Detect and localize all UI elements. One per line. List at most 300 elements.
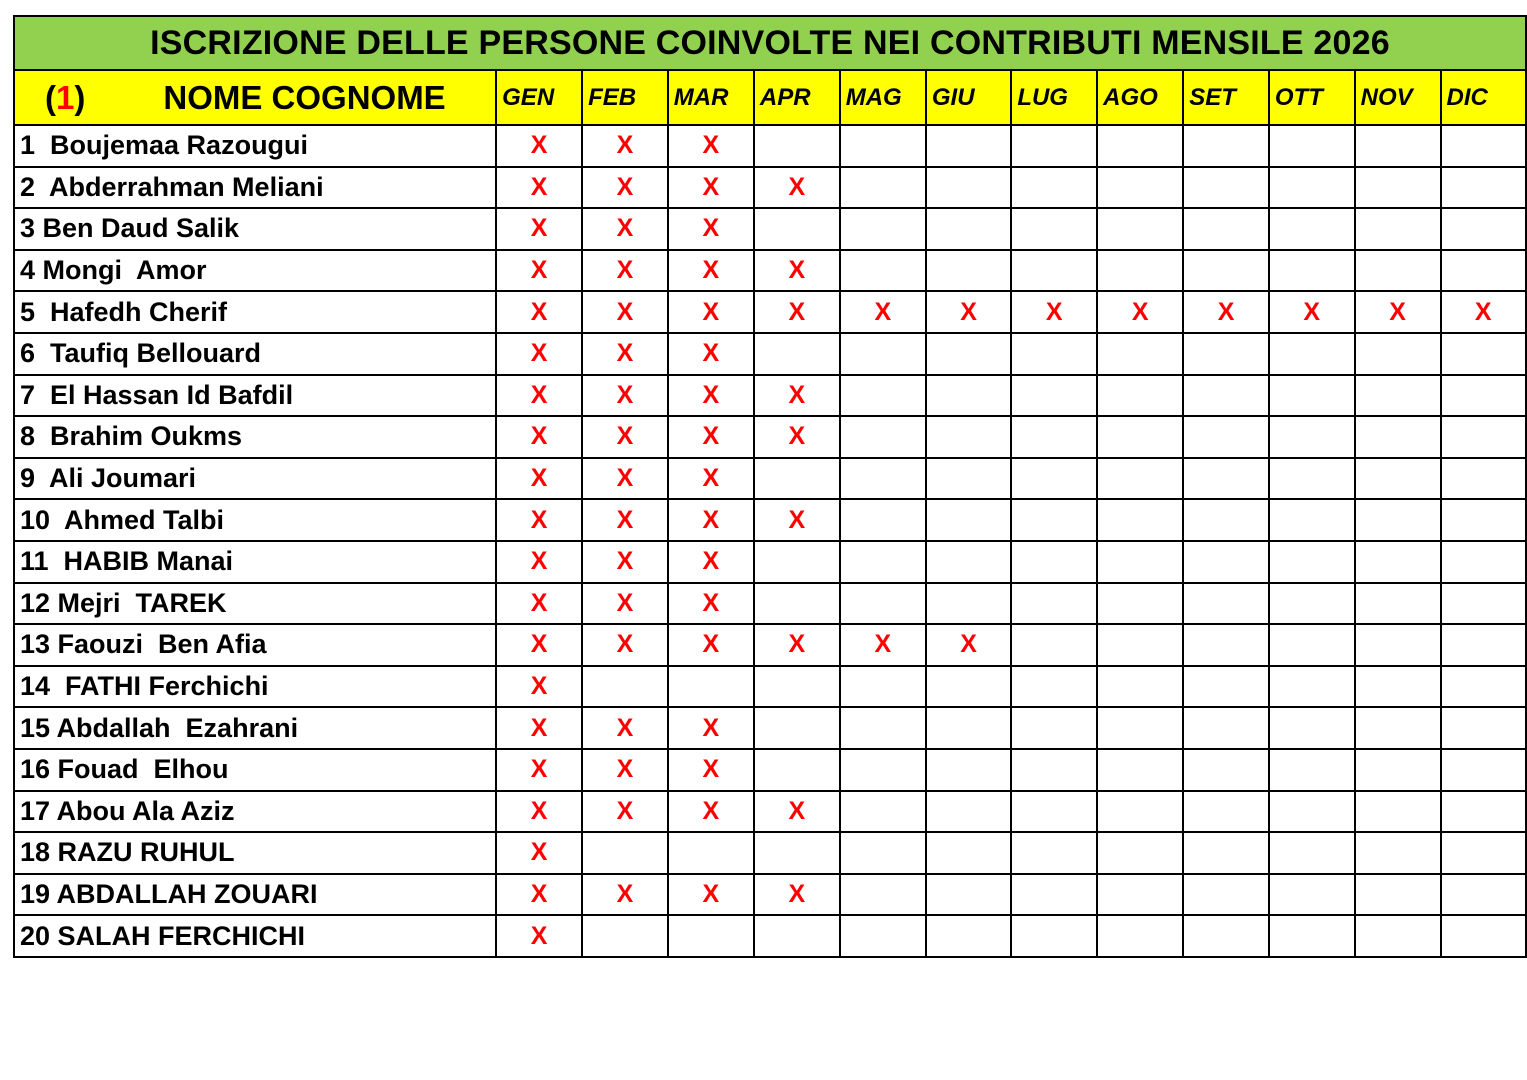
empty-cell [840,167,926,209]
empty-cell [1097,583,1183,625]
paid-mark: X [754,375,840,417]
paid-mark: X [582,624,668,666]
empty-cell [1269,458,1355,500]
empty-cell [1269,125,1355,167]
empty-cell [668,915,754,957]
paid-mark: X [496,375,582,417]
empty-cell [1269,749,1355,791]
paid-mark: X [1441,291,1526,333]
table-row [14,832,1526,874]
table-row [14,583,1526,625]
empty-cell [668,666,754,708]
empty-cell [1441,624,1526,666]
paid-mark: X [668,791,754,833]
empty-cell [1269,624,1355,666]
empty-cell [1183,250,1269,292]
paid-mark: X [668,375,754,417]
member-name: 16 Fouad Elhou [14,749,496,791]
paid-mark: X [1183,291,1269,333]
paid-mark: X [926,291,1011,333]
paid-mark: X [754,499,840,541]
paid-mark: X [668,624,754,666]
member-name: 12 Mejri TAREK [14,583,496,625]
member-name: 19 ABDALLAH ZOUARI [14,874,496,916]
table-row [14,707,1526,749]
paid-mark: X [496,458,582,500]
empty-cell [1097,250,1183,292]
member-name: 14 FATHI Ferchichi [14,666,496,708]
paid-mark: X [496,666,582,708]
empty-cell [1441,832,1526,874]
paid-mark: X [840,291,926,333]
empty-cell [1441,375,1526,417]
empty-cell [1355,167,1441,209]
empty-cell [754,208,840,250]
header-label: NOME COGNOME [163,78,446,116]
table-row [14,874,1526,916]
empty-cell [1011,915,1097,957]
empty-cell [1011,499,1097,541]
empty-cell [1097,375,1183,417]
empty-cell [1355,583,1441,625]
month-header-set: SET [1183,70,1269,125]
member-name: 17 Abou Ala Aziz [14,791,496,833]
empty-cell [1097,915,1183,957]
paid-mark: X [496,583,582,625]
table-row [14,541,1526,583]
empty-cell [1011,791,1097,833]
paid-mark: X [582,333,668,375]
empty-cell [1183,749,1269,791]
empty-cell [1183,458,1269,500]
empty-cell [1441,874,1526,916]
empty-cell [840,832,926,874]
empty-cell [926,208,1011,250]
empty-cell [1441,583,1526,625]
paid-mark: X [754,874,840,916]
empty-cell [840,749,926,791]
month-header-mar: MAR [668,70,754,125]
member-name: 6 Taufiq Bellouard [14,333,496,375]
empty-cell [582,915,668,957]
member-name: 20 SALAH FERCHICHI [14,915,496,957]
month-header-apr: APR [754,70,840,125]
empty-cell [754,707,840,749]
paid-mark: X [582,375,668,417]
paid-mark: X [496,291,582,333]
paid-mark: X [496,167,582,209]
empty-cell [1183,666,1269,708]
empty-cell [840,541,926,583]
empty-cell [1355,208,1441,250]
empty-cell [926,416,1011,458]
paid-mark: X [496,624,582,666]
table-row [14,125,1526,167]
table-row [14,915,1526,957]
month-header-ago: AGO [1097,70,1183,125]
empty-cell [1011,749,1097,791]
paid-mark: X [496,416,582,458]
paid-mark: X [668,499,754,541]
paid-mark: X [582,874,668,916]
month-header-feb: FEB [582,70,668,125]
paid-mark: X [668,333,754,375]
empty-cell [1011,125,1097,167]
title-row [14,16,1526,70]
empty-cell [1097,416,1183,458]
paid-mark: X [496,250,582,292]
empty-cell [926,666,1011,708]
empty-cell [1441,125,1526,167]
empty-cell [1097,333,1183,375]
empty-cell [926,250,1011,292]
empty-cell [1269,666,1355,708]
empty-cell [840,333,926,375]
empty-cell [1011,874,1097,916]
paid-mark: X [668,416,754,458]
empty-cell [1011,458,1097,500]
empty-cell [840,125,926,167]
header-paren-open: ( [45,78,56,116]
paid-mark: X [496,874,582,916]
paid-mark: X [668,125,754,167]
empty-cell [668,832,754,874]
empty-cell [926,167,1011,209]
empty-cell [582,832,668,874]
empty-cell [926,125,1011,167]
paid-mark: X [668,250,754,292]
empty-cell [840,874,926,916]
paid-mark: X [1097,291,1183,333]
member-name: 18 RAZU RUHUL [14,832,496,874]
paid-mark: X [668,291,754,333]
empty-cell [1441,666,1526,708]
empty-cell [1183,915,1269,957]
header-number: 1 [56,78,75,116]
empty-cell [1011,624,1097,666]
paid-mark: X [1011,291,1097,333]
empty-cell [840,250,926,292]
month-header-giu: GIU [926,70,1011,125]
paid-mark: X [840,624,926,666]
paid-mark: X [668,208,754,250]
table-row [14,291,1526,333]
empty-cell [1097,707,1183,749]
paid-mark: X [668,583,754,625]
paid-mark: X [668,749,754,791]
table-row [14,791,1526,833]
empty-cell [1183,333,1269,375]
empty-cell [1011,541,1097,583]
empty-cell [1269,250,1355,292]
empty-cell [926,874,1011,916]
paid-mark: X [496,749,582,791]
empty-cell [1441,416,1526,458]
paid-mark: X [668,874,754,916]
contributions-table [13,15,1527,958]
empty-cell [840,583,926,625]
empty-cell [1355,624,1441,666]
empty-cell [1011,666,1097,708]
empty-cell [1441,915,1526,957]
table-row [14,458,1526,500]
empty-cell [926,541,1011,583]
empty-cell [1269,208,1355,250]
empty-cell [1441,458,1526,500]
empty-cell [1011,583,1097,625]
empty-cell [1441,250,1526,292]
empty-cell [754,583,840,625]
empty-cell [1183,832,1269,874]
paid-mark: X [496,707,582,749]
empty-cell [1355,666,1441,708]
empty-cell [1097,125,1183,167]
paid-mark: X [754,624,840,666]
empty-cell [840,208,926,250]
empty-cell [926,375,1011,417]
table-row [14,499,1526,541]
table-row [14,416,1526,458]
empty-cell [840,458,926,500]
table-row [14,167,1526,209]
empty-cell [840,499,926,541]
sheet-title: ISCRIZIONE DELLE PERSONE COINVOLTE NEI CONTRIBUTI MENSILE 2026 [14,16,1526,70]
empty-cell [926,707,1011,749]
month-header-mag: MAG [840,70,926,125]
paid-mark: X [496,541,582,583]
empty-cell [840,791,926,833]
empty-cell [1355,125,1441,167]
empty-cell [754,832,840,874]
empty-cell [754,125,840,167]
paid-mark: X [668,458,754,500]
empty-cell [1011,416,1097,458]
empty-cell [1011,208,1097,250]
paid-mark: X [582,707,668,749]
empty-cell [926,832,1011,874]
month-header-lug: LUG [1011,70,1097,125]
empty-cell [1097,541,1183,583]
empty-cell [1097,832,1183,874]
empty-cell [840,707,926,749]
empty-cell [1183,707,1269,749]
empty-cell [1097,749,1183,791]
empty-cell [926,749,1011,791]
empty-cell [1269,167,1355,209]
paid-mark: X [496,125,582,167]
empty-cell [1183,416,1269,458]
paid-mark: X [582,208,668,250]
empty-cell [1441,791,1526,833]
empty-cell [754,333,840,375]
empty-cell [1355,375,1441,417]
empty-cell [1097,208,1183,250]
member-name: 1 Boujemaa Razougui [14,125,496,167]
name-column-header [14,70,496,125]
empty-cell [926,458,1011,500]
paid-mark: X [582,499,668,541]
paid-mark: X [754,416,840,458]
empty-cell [1011,167,1097,209]
empty-cell [1355,416,1441,458]
empty-cell [1355,333,1441,375]
paid-mark: X [582,291,668,333]
empty-cell [840,416,926,458]
empty-cell [1269,499,1355,541]
month-header-gen: GEN [496,70,582,125]
paid-mark: X [668,541,754,583]
empty-cell [840,915,926,957]
paid-mark: X [496,791,582,833]
empty-cell [1441,208,1526,250]
paid-mark: X [582,458,668,500]
paid-mark: X [582,167,668,209]
empty-cell [1269,333,1355,375]
member-name: 9 Ali Joumari [14,458,496,500]
month-header-nov: NOV [1355,70,1441,125]
paid-mark: X [496,499,582,541]
member-name: 7 El Hassan Id Bafdil [14,375,496,417]
header-paren-close: ) [74,78,86,116]
table-row [14,250,1526,292]
paid-mark: X [496,333,582,375]
empty-cell [1355,707,1441,749]
paid-mark: X [582,250,668,292]
empty-cell [1097,458,1183,500]
empty-cell [1183,541,1269,583]
empty-cell [840,375,926,417]
paid-mark: X [754,791,840,833]
empty-cell [1011,333,1097,375]
empty-cell [840,666,926,708]
member-name: 10 Ahmed Talbi [14,499,496,541]
empty-cell [1269,915,1355,957]
member-name: 13 Faouzi Ben Afia [14,624,496,666]
empty-cell [1269,874,1355,916]
empty-cell [1355,541,1441,583]
table-row [14,624,1526,666]
empty-cell [1183,375,1269,417]
table-row [14,666,1526,708]
paid-mark: X [582,583,668,625]
empty-cell [926,499,1011,541]
empty-cell [1183,624,1269,666]
member-name: 2 Abderrahman Meliani [14,167,496,209]
paid-mark: X [1355,291,1441,333]
empty-cell [1441,499,1526,541]
header-row [14,70,1526,125]
empty-cell [754,541,840,583]
empty-cell [1011,832,1097,874]
empty-cell [754,458,840,500]
empty-cell [1183,125,1269,167]
empty-cell [1183,499,1269,541]
empty-cell [1269,832,1355,874]
empty-cell [1441,749,1526,791]
paid-mark: X [754,167,840,209]
member-name: 4 Mongi Amor [14,250,496,292]
empty-cell [1269,541,1355,583]
table-row [14,375,1526,417]
paid-mark: X [582,125,668,167]
empty-cell [1011,375,1097,417]
empty-cell [926,583,1011,625]
member-name: 11 HABIB Manai [14,541,496,583]
empty-cell [1183,167,1269,209]
empty-cell [1441,333,1526,375]
paid-mark: X [496,832,582,874]
empty-cell [1097,499,1183,541]
empty-cell [1183,583,1269,625]
paid-mark: X [496,208,582,250]
empty-cell [1355,458,1441,500]
empty-cell [1269,416,1355,458]
table-row [14,749,1526,791]
paid-mark: X [668,707,754,749]
month-header-dic: DIC [1441,70,1526,125]
empty-cell [1355,915,1441,957]
paid-mark: X [582,541,668,583]
month-header-ott: OTT [1269,70,1355,125]
empty-cell [926,915,1011,957]
empty-cell [1355,832,1441,874]
empty-cell [1097,167,1183,209]
empty-cell [1355,749,1441,791]
paid-mark: X [754,291,840,333]
paid-mark: X [754,250,840,292]
member-name: 15 Abdallah Ezahrani [14,707,496,749]
empty-cell [1097,666,1183,708]
empty-cell [1355,791,1441,833]
paid-mark: X [1269,291,1355,333]
member-name: 5 Hafedh Cherif [14,291,496,333]
table-row [14,208,1526,250]
member-name: 3 Ben Daud Salik [14,208,496,250]
paid-mark: X [926,624,1011,666]
empty-cell [1269,583,1355,625]
empty-cell [754,666,840,708]
empty-cell [1269,375,1355,417]
empty-cell [582,666,668,708]
empty-cell [754,915,840,957]
empty-cell [1441,707,1526,749]
paid-mark: X [496,915,582,957]
empty-cell [1183,874,1269,916]
paid-mark: X [668,167,754,209]
empty-cell [1441,167,1526,209]
empty-cell [1355,250,1441,292]
empty-cell [1183,791,1269,833]
empty-cell [926,333,1011,375]
empty-cell [1269,791,1355,833]
table-row [14,333,1526,375]
paid-mark: X [582,416,668,458]
empty-cell [1269,707,1355,749]
member-name: 8 Brahim Oukms [14,416,496,458]
empty-cell [754,749,840,791]
empty-cell [1097,791,1183,833]
empty-cell [1011,250,1097,292]
empty-cell [1355,874,1441,916]
empty-cell [1011,707,1097,749]
paid-mark: X [582,791,668,833]
empty-cell [1441,541,1526,583]
empty-cell [1183,208,1269,250]
paid-mark: X [582,749,668,791]
empty-cell [926,791,1011,833]
empty-cell [1097,624,1183,666]
empty-cell [1097,874,1183,916]
